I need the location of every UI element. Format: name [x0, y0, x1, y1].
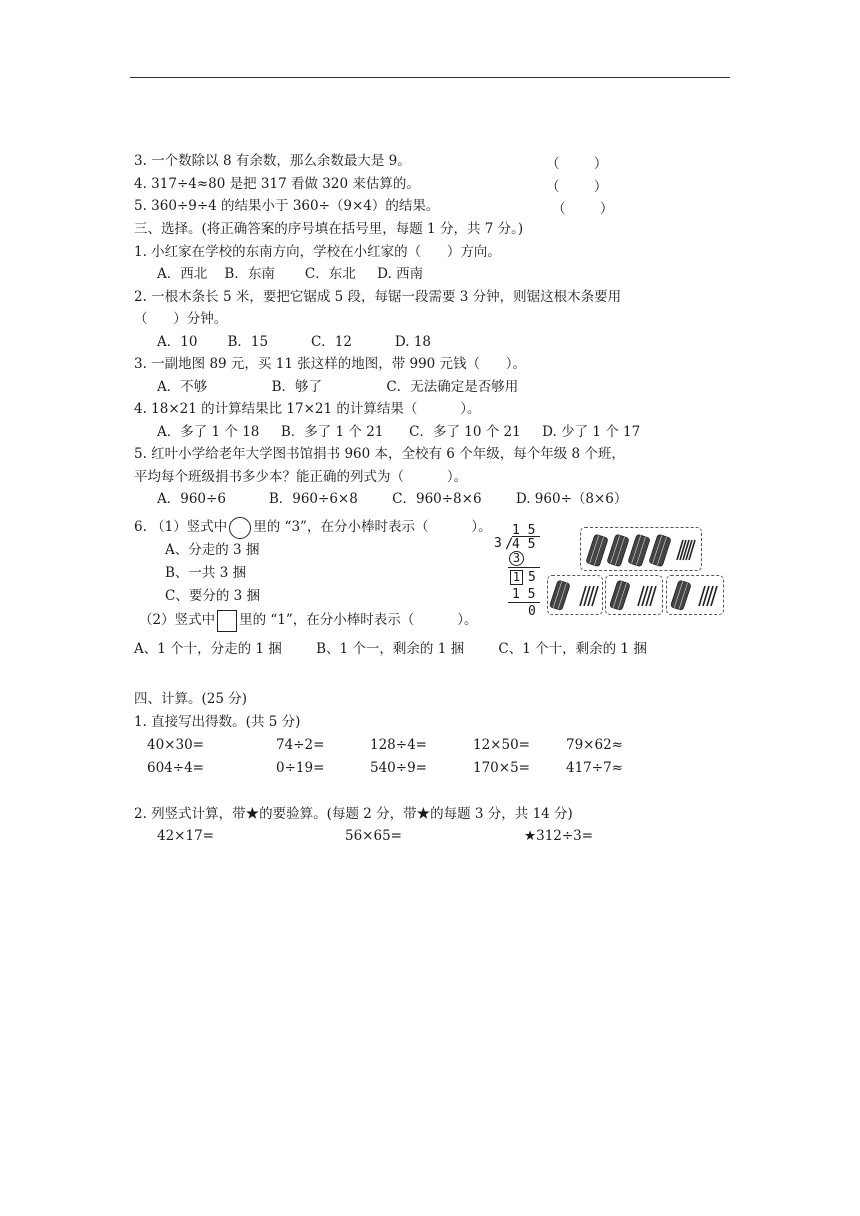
division-rem-digit: 5 — [528, 570, 536, 585]
calc-item: 128÷4= — [370, 737, 427, 753]
division-final: 0 — [528, 604, 536, 619]
choice-q3: 3. 一副地图 89 元，买 11 张这样的地图，带 990 元钱（ ）。 — [134, 356, 527, 372]
division-dividend: 4 5 — [512, 536, 540, 552]
choice-q6-1-option-b: B、一共 3 捆 — [165, 565, 247, 581]
choice-q6-2-options: A、1 个十，分走的 1 捆 B、1 个一，剩余的 1 捆 C、1 个十，剩余的 1 捆 — [134, 641, 647, 657]
calc-sub2: 2. 列竖式计算，带★的要验算。(每题 2 分，带★的每题 3 分，共 14 分) — [134, 806, 573, 822]
sticks-group-box — [605, 575, 663, 615]
stick-bundle-icon — [667, 576, 723, 614]
division-quotient: 1 5 — [512, 523, 536, 538]
choice-q6-2: （2）竖式中 里的 “1”，在分小棒时表示（ ）。 — [139, 608, 477, 632]
square-marker-icon — [217, 610, 237, 632]
choice-q4-options: A．多了 1 个 18 B．多了 1 个 21 C．多了 10 个 21 D. 少了 1 个 17 — [157, 424, 641, 440]
calc-item: 42×17= — [157, 828, 214, 844]
choice-q6-1: 6. （1）竖式中 里的 “3”，在分小棒时表示（ ）。 — [134, 515, 492, 539]
sticks-group-box — [547, 575, 603, 615]
choice-q5-options: A．960÷6 B．960÷6×8 C．960÷8×6 D. 960÷（8×6） — [157, 491, 628, 507]
answer-paren[interactable]: （ ） — [552, 201, 614, 217]
choice-q2-options: A．10 B．15 C．12 D. 18 — [157, 334, 432, 350]
sticks-group-box — [666, 575, 724, 615]
circle-marker-icon — [229, 517, 251, 539]
calc-sub1: 1. 直接写出得数。(共 5 分) — [134, 714, 301, 730]
answer-paren[interactable]: （ ） — [546, 179, 608, 195]
calc-item: 12×50= — [473, 737, 530, 753]
calc-item: 56×65= — [345, 828, 402, 844]
choice-q5: 5. 红叶小学给老年大学图书馆捐书 960 本，全校有 6 个年级，每个年级 8 个班， — [134, 446, 625, 462]
calc-item: 74÷2= — [276, 737, 325, 753]
calc-item: 604÷4= — [147, 760, 204, 776]
stick-bundles-icon — [581, 528, 701, 570]
choice-q1-options: A．西北 B．东南 C．东北 D. 西南 — [157, 266, 424, 282]
calc-item: 540÷9= — [370, 760, 427, 776]
choice-q6-1-option-c: C、要分的 3 捆 — [165, 588, 261, 604]
judge-q3: 3. 一个数除以 8 有余数，那么余数最大是 9。 — [134, 153, 411, 169]
division-line — [508, 602, 540, 603]
stick-bundle-icon — [606, 576, 662, 614]
calc-item: 40×30= — [147, 737, 204, 753]
calc-item: 79×62≈ — [566, 737, 623, 753]
header-rule — [130, 77, 730, 78]
calc-item: 0÷19= — [276, 760, 325, 776]
judge-q4: 4. 317÷4≈80 是把 317 看做 320 来估算的。 — [134, 176, 420, 192]
answer-paren[interactable]: （ ） — [546, 156, 608, 172]
sticks-total-box — [580, 527, 702, 571]
division-step2: 1 5 — [512, 587, 536, 602]
section-heading-choice: 三、选择。(将正确答案的序号填在括号里，每题 1 分，共 7 分。) — [134, 221, 524, 237]
calc-item: 170×5= — [473, 760, 530, 776]
long-division-figure — [490, 523, 550, 623]
division-rem-boxed: 1 — [510, 570, 523, 585]
section-heading-calc: 四、计算。(25 分) — [134, 691, 248, 707]
choice-q5-cont: 平均每个班级捐书多少本？能正确的列式为（ ）。 — [134, 469, 468, 485]
choice-q2-cont: （ ）分钟。 — [134, 311, 228, 327]
choice-q3-options: A．不够 B．够了 C．无法确定是否够用 — [157, 379, 519, 395]
division-bracket: / — [505, 536, 514, 552]
judge-q5: 5. 360÷9÷4 的结果小于 360÷（9×4）的结果。 — [134, 198, 440, 214]
division-line — [508, 567, 540, 568]
calc-item: 417÷7≈ — [566, 760, 623, 776]
choice-q4: 4. 18×21 的计算结果比 17×21 的计算结果（ ）。 — [134, 401, 481, 417]
division-divisor: 3 — [494, 536, 502, 551]
stick-bundle-icon — [548, 576, 602, 614]
choice-q6-1-option-a: A、分走的 3 捆 — [165, 542, 260, 558]
calc-item: ★312÷3= — [524, 828, 594, 844]
division-step1-circled: 3 — [509, 551, 524, 566]
choice-q1: 1. 小红家在学校的东南方向，学校在小红家的（ ）方向。 — [134, 244, 501, 260]
choice-q2: 2. 一根木条长 5 米，要把它锯成 5 段，每锯一段需要 3 分钟，则锯这根木条要用 — [134, 289, 622, 305]
